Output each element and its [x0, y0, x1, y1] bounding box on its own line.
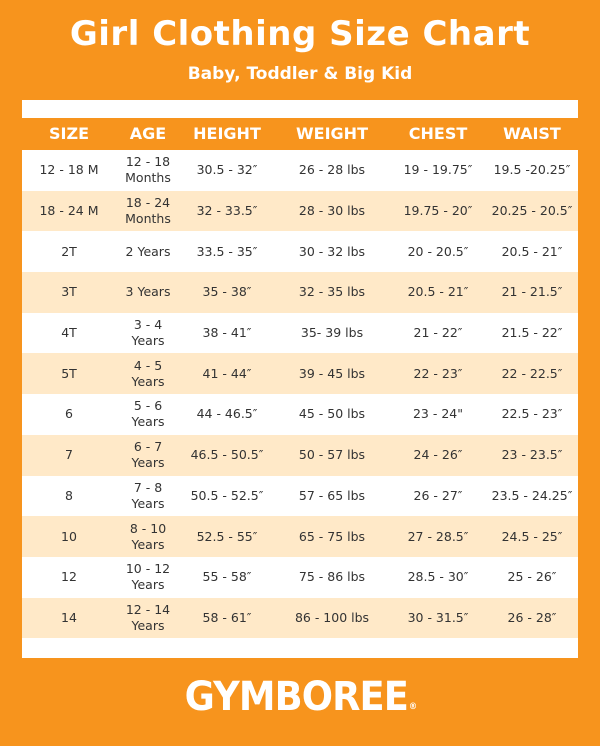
cell-chest: 20.5 - 21″: [407, 284, 469, 300]
cell-height: 58 - 61″: [202, 609, 252, 625]
cell-waist: 24.5 - 25″: [501, 528, 563, 544]
table-header: [22, 118, 578, 150]
cell-age: 7 - 8 Years: [131, 479, 165, 511]
cell-chest: 24 - 26″: [413, 447, 463, 463]
cell-chest: 19.75 - 20″: [403, 203, 473, 219]
cell-weight: 65 - 75 lbs: [298, 528, 366, 544]
cell-chest: 30 - 31.5″: [407, 609, 469, 625]
cell-height: 30.5 - 32″: [196, 162, 258, 178]
cell-weight: 39 - 45 lbs: [298, 365, 366, 381]
cell-weight: 30 - 32 lbs: [298, 243, 366, 259]
header-height: HEIGHT: [193, 124, 261, 143]
header-age: AGE: [129, 124, 167, 143]
cell-waist: 23.5 - 24.25″: [491, 487, 573, 503]
header-chest: CHEST: [408, 124, 468, 143]
cell-weight: 32 - 35 lbs: [298, 284, 366, 300]
cell-age: 3 Years: [125, 284, 171, 300]
cell-weight: 28 - 30 lbs: [298, 203, 366, 219]
header-weight: WEIGHT: [296, 124, 368, 143]
cell-chest: 21 - 22″: [413, 325, 463, 341]
cell-size: 5T: [61, 365, 77, 381]
gymboree-logo: [24, 674, 576, 720]
chart-title: Girl Clothing Size Chart: [69, 14, 531, 54]
table-row: [22, 394, 578, 435]
cell-age: 12 - 14 Years: [125, 601, 171, 633]
cell-height: 52.5 - 55″: [196, 528, 258, 544]
cell-height: 38 - 41″: [202, 325, 252, 341]
cell-height: 41 - 44″: [202, 365, 252, 381]
cell-waist: 26 - 28″: [507, 609, 557, 625]
size-table: [22, 100, 578, 658]
cell-age: 8 - 10 Years: [129, 520, 167, 552]
table-body: [22, 150, 578, 638]
cell-age: 12 - 18 Months: [125, 154, 171, 186]
cell-waist: 20.5 - 21″: [501, 243, 563, 259]
cell-chest: 22 - 23″: [413, 365, 463, 381]
cell-size: 3T: [61, 284, 77, 300]
cell-size: 7: [65, 447, 73, 463]
cell-size: 4T: [61, 325, 77, 341]
cell-size: 2T: [61, 243, 77, 259]
cell-chest: 20 - 20.5″: [407, 243, 469, 259]
header-size: SIZE: [48, 124, 89, 143]
cell-size: 14: [61, 609, 77, 625]
cell-size: 12 - 18 M: [39, 162, 99, 178]
cell-age: 10 - 12 Years: [125, 561, 171, 593]
cell-weight: 86 - 100 lbs: [294, 609, 370, 625]
cell-chest: 28.5 - 30″: [407, 569, 469, 585]
cell-size: 8: [65, 487, 73, 503]
registered-mark: ®: [408, 702, 417, 712]
cell-height: 33.5 - 35″: [196, 243, 258, 259]
cell-weight: 45 - 50 lbs: [298, 406, 366, 422]
table-row: [22, 191, 578, 232]
cell-weight: 75 - 86 lbs: [298, 569, 366, 585]
table-row: [22, 476, 578, 517]
header-waist: WAIST: [503, 124, 561, 143]
table-row: [22, 598, 578, 639]
cell-size: 18 - 24 M: [39, 203, 99, 219]
cell-height: 50.5 - 52.5″: [190, 487, 264, 503]
cell-weight: 26 - 28 lbs: [298, 162, 366, 178]
cell-height: 55 - 58″: [202, 569, 252, 585]
cell-age: 18 - 24 Months: [125, 195, 171, 227]
cell-chest: 26 - 27″: [413, 487, 463, 503]
cell-height: 46.5 - 50.5″: [190, 447, 264, 463]
table-row: [22, 435, 578, 476]
cell-waist: 25 - 26″: [507, 569, 557, 585]
logo-text: GYMBOREE: [184, 674, 408, 720]
cell-height: 32 - 33.5″: [196, 203, 258, 219]
table-row: [22, 272, 578, 313]
cell-age: 6 - 7 Years: [131, 439, 165, 471]
cell-age: 5 - 6 Years: [131, 398, 165, 430]
cell-age: 4 - 5 Years: [131, 357, 165, 389]
cell-waist: 19.5 -20.25″: [493, 162, 571, 178]
cell-size: 12: [61, 569, 77, 585]
cell-waist: 21.5 - 22″: [501, 325, 563, 341]
table-row: [22, 516, 578, 557]
cell-weight: 57 - 65 lbs: [298, 487, 366, 503]
cell-age: 3 - 4 Years: [131, 317, 165, 349]
cell-chest: 19 - 19.75″: [403, 162, 473, 178]
table-row: [22, 557, 578, 598]
cell-age: 2 Years: [125, 243, 171, 259]
cell-height: 35 - 38″: [202, 284, 252, 300]
table-row: [22, 150, 578, 191]
cell-chest: 27 - 28.5″: [407, 528, 469, 544]
cell-weight: 35- 39 lbs: [300, 325, 364, 341]
cell-height: 44 - 46.5″: [196, 406, 258, 422]
cell-size: 6: [65, 406, 73, 422]
cell-waist: 23 - 23.5″: [501, 447, 563, 463]
cell-chest: 23 - 24": [412, 406, 464, 422]
cell-waist: 21 - 21.5″: [501, 284, 563, 300]
cell-size: 10: [61, 528, 77, 544]
cell-weight: 50 - 57 lbs: [298, 447, 366, 463]
cell-waist: 22.5 - 23″: [501, 406, 563, 422]
cell-waist: 22 - 22.5″: [501, 365, 563, 381]
table-row: [22, 353, 578, 394]
chart-subtitle: Baby, Toddler & Big Kid: [187, 64, 413, 84]
cell-waist: 20.25 - 20.5″: [491, 203, 573, 219]
table-row: [22, 313, 578, 354]
table-row: [22, 231, 578, 272]
